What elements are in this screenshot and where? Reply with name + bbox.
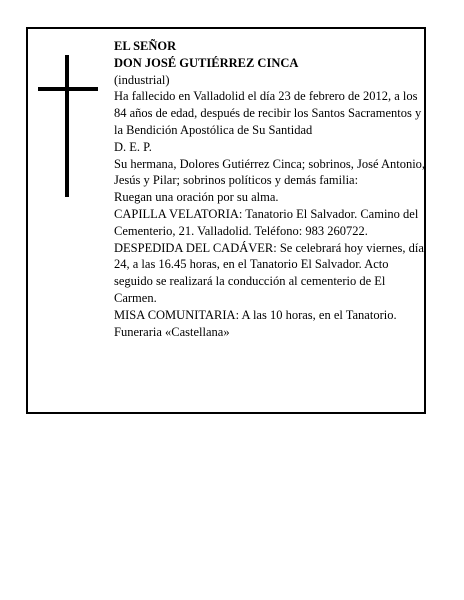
- obituary-text: [114, 38, 426, 340]
- chapel-info: CAPILLA VELATORIA: Tanatorio El Salvador. Camino del Cementerio, 21. Valladolid. Teléfono: 983 260722.: [114, 206, 419, 238]
- farewell-info: DESPEDIDA DEL CADÁVER: Se celebrará hoy viernes, día 24, a las 16.45 horas, en el Tanatorio El Salvador. Acto seguido se realizará la conducción al cementerio de El Carmen.: [114, 240, 424, 305]
- funeral-home: Funeraria «Castellana»: [114, 324, 230, 339]
- prayer-request: Ruegan una oración por su alma.: [114, 190, 279, 205]
- rip-abbreviation: D. E. P.: [114, 139, 152, 154]
- deceased-profession: (industrial): [114, 72, 170, 87]
- obituary-title: EL SEÑOR: [114, 39, 177, 53]
- cross-horizontal-bar: [38, 87, 98, 91]
- cross-vertical-bar: [65, 55, 69, 197]
- cross-icon: [38, 55, 98, 197]
- death-announcement: Ha fallecido en Valladolid el día 23 de febrero de 2012, a los 84 años de edad, después de recibir los Santos Sacramentos y la Bendición Apostólica de Su Santidad: [114, 89, 422, 137]
- family-list: Su hermana, Dolores Gutiérrez Cinca; sobrinos, José Antonio, Jesús y Pilar; sobrinos políticos y demás familia:: [114, 156, 426, 188]
- mass-info: MISA COMUNITARIA: A las 10 horas, en el Tanatorio.: [114, 307, 397, 322]
- deceased-name: DON JOSÉ GUTIÉRREZ CINCA: [114, 55, 299, 70]
